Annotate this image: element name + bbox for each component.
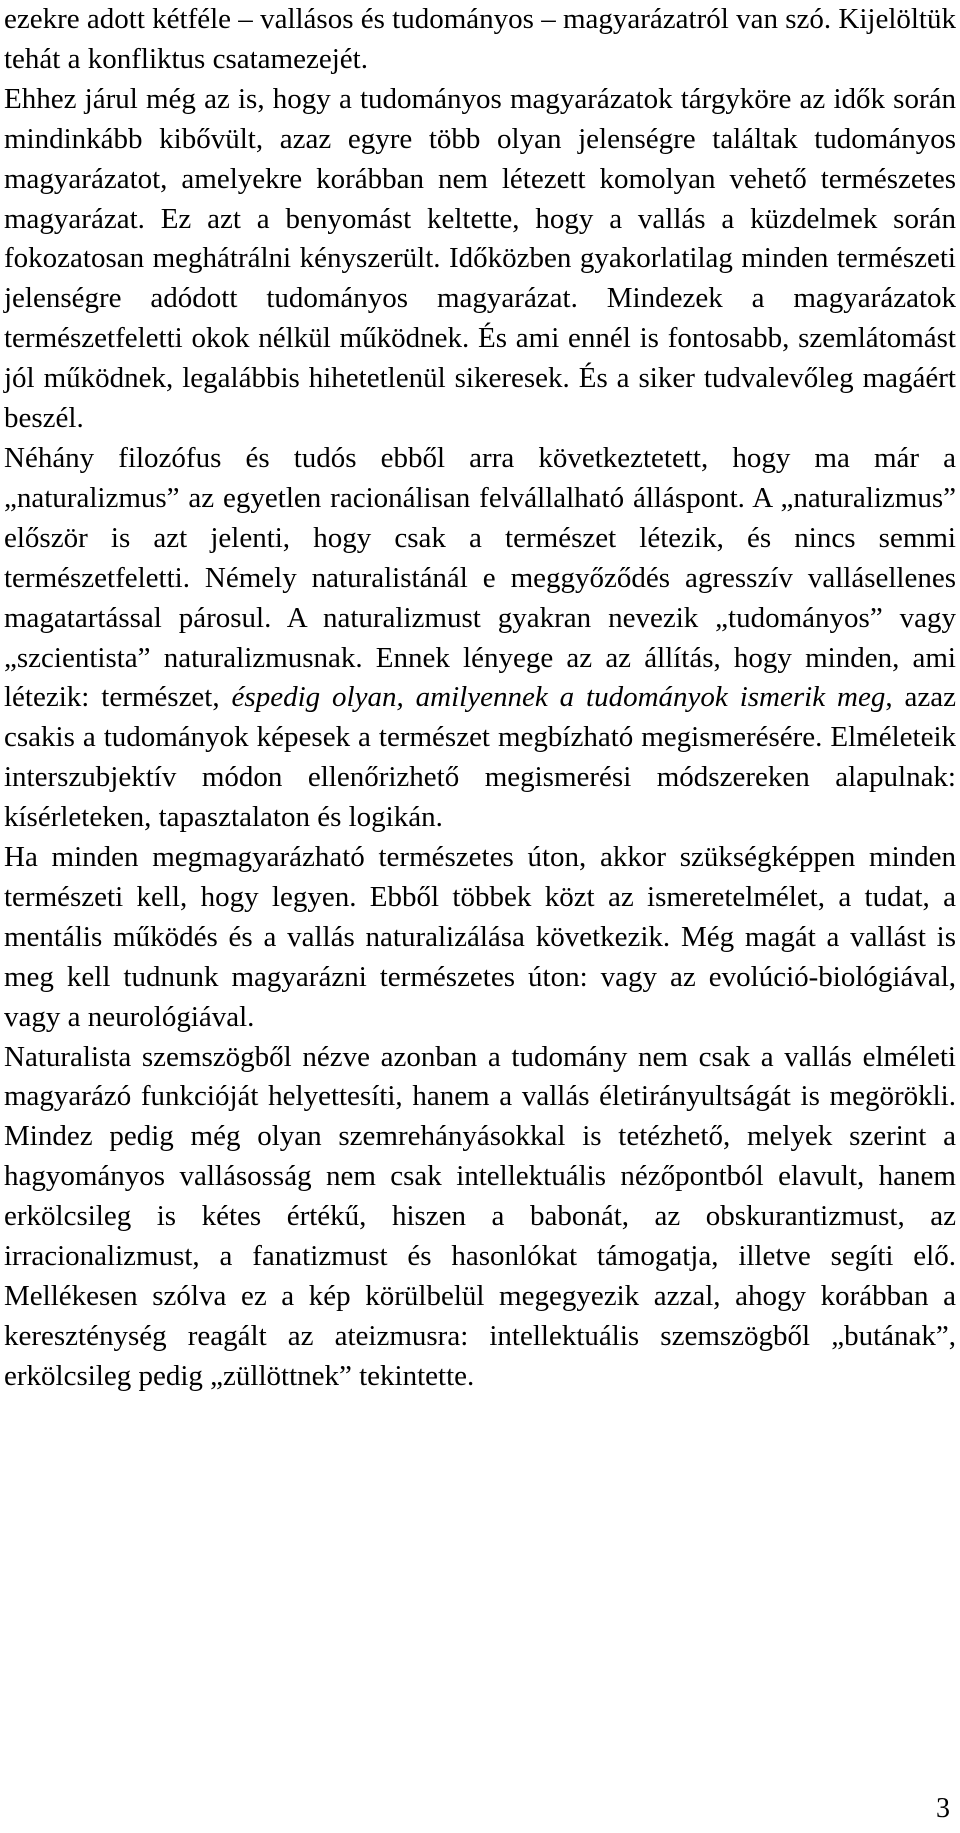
- italic-text-segment: éspedig olyan, amilyennek a tudományok ismerik meg: [231, 681, 886, 714]
- paragraph: [4, 439, 956, 838]
- paragraph: [4, 80, 956, 439]
- paragraph: [4, 0, 956, 80]
- text-segment: Ehhez járul még az is, hogy a tudományos magyarázatok tárgyköre az idők során mindinkább kibővült, azaz egyre több olyan jelenségre találtak tudományos magyarázatot, amelyekre korábban nem létezett komolyan vehető természetes magyarázat. Ez azt a benyomást keltette, hogy a vallás a küzdelmek során fokozatosan meghátrálni kényszerült. Időközben gyakorlatilag minden természeti jelenségre adódott tudományos magyarázat. Mindezek a magyarázatok természetfeletti okok nélkül működnek. És ami ennél is fontosabb, szemlátomást jól működnek, legalábbis hihetetlenül sikeresek. És a siker tudvalevőleg magáért beszél.: [4, 82, 956, 435]
- body-text: [4, 0, 956, 1397]
- text-segment: Néhány filozófus és tudós ebből arra következtetett, hogy ma már a „naturalizmus” az egyetlen racionálisan felvállalható álláspont. A „naturalizmus” először is azt jelenti, hogy csak a természet létezik, és nincs semmi természetfeletti. Némely naturalistánál e meggyőződés agresszív vallásellenes magatartással párosul. A naturalizmust gyakran nevezik „tudományos” vagy „szcientista” naturalizmusnak. Ennek lényege az az állítás, hogy minden, ami létezik: természet,: [4, 441, 956, 714]
- paragraph: [4, 838, 956, 1038]
- text-segment: , azaz csakis a tudományok képesek a természet megbízható megismerésére. Elméleteik interszubjektív módon ellenőrizhető megismerési módszereken alapulnak: kísérleteken, tapasztalaton és logikán.: [4, 681, 956, 834]
- text-segment: Naturalista szemszögből nézve azonban a tudomány nem csak a vallás elméleti magyarázó funkcióját helyettesíti, hanem a vallás életirányultságát is megörökli. Mindez pedig még olyan szemrehányásokkal is tetézhető, melyek szerint a hagyományos vallásosság nem csak intellektuális nézőpontból elavult, hanem erkölcsileg is kétes értékű, hiszen a babonát, az obskurantizmust, az irracionalizmust, a fanatizmust és hasonlókat támogatja, illetve segíti elő. Mellékesen szólva ez a kép körülbelül megegyezik azzal, ahogy korábban a kereszténység reagált az ateizmusra: intellektuális szemszögből „butának”, erkölcsileg pedig „züllöttnek” tekintette.: [4, 1040, 956, 1392]
- paragraph: [4, 1038, 956, 1397]
- text-segment: ezekre adott kétféle – vallásos és tudományos – magyarázatról van szó. Kijelöltük tehát a konfliktus csatamezejét.: [4, 3, 956, 75]
- page-number: 3: [936, 1793, 950, 1824]
- text-segment: Ha minden megmagyarázható természetes úton, akkor szükségképpen minden természeti kell, hogy legyen. Ebből többek közt az ismeretelmélet, a tudat, a mentális működés és a vallás naturalizálása következik. Még magát a vallást is meg kell tudnunk magyarázni természetes úton: vagy az evolúció-biológiával, vagy a neurológiával.: [4, 841, 956, 1033]
